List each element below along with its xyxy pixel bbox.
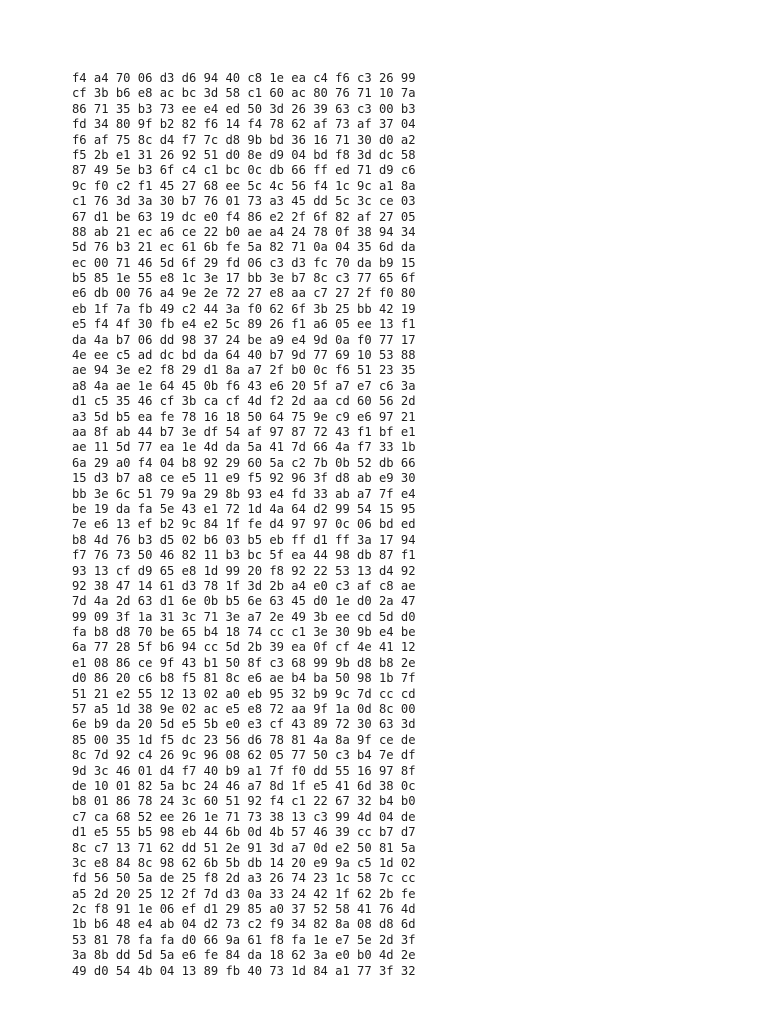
hex-line: 88 ab 21 ec a6 ce 22 b0 ae a4 24 78 0f 38 94 34 bbox=[72, 224, 416, 239]
hex-line: 93 13 cf d9 65 e8 1d 99 20 f8 92 22 53 13 d4 92 bbox=[72, 563, 416, 578]
hex-line: f7 76 73 50 46 82 11 b3 bc 5f ea 44 98 db 87 f1 bbox=[72, 548, 416, 563]
hex-line: cf 3b b6 e8 ac bc 3d 58 c1 60 ac 80 76 71 10 7a bbox=[72, 86, 416, 101]
hex-line: 67 d1 be 63 19 dc e0 f4 86 e2 2f 6f 82 af 27 05 bbox=[72, 209, 416, 224]
hex-line: de 10 01 82 5a bc 24 46 a7 8d 1f e5 41 6d 38 0c bbox=[72, 778, 416, 793]
hex-line: a5 2d 20 25 12 2f 7d d3 0a 33 24 42 1f 62 2b fe bbox=[72, 886, 416, 901]
hex-line: 85 00 35 1d f5 dc 23 56 d6 78 81 4a 8a 9f ce de bbox=[72, 732, 416, 747]
hex-line: 53 81 78 fa fa d0 66 9a 61 f8 fa 1e e7 5e 2d 3f bbox=[72, 932, 416, 947]
hex-line: 9d 3c 46 01 d4 f7 40 b9 a1 7f f0 dd 55 16 97 8f bbox=[72, 763, 416, 778]
hex-line: fd 56 50 5a de 25 f8 2d a3 26 74 23 1c 58 7c cc bbox=[72, 871, 416, 886]
hex-line: a3 5d b5 ea fe 78 16 18 50 64 75 9e c9 e6 97 21 bbox=[72, 409, 416, 424]
hex-line: 8c 7d 92 c4 26 9c 96 08 62 05 77 50 c3 b4 7e df bbox=[72, 748, 416, 763]
hex-line: 9c f0 c2 f1 45 27 68 ee 5c 4c 56 f4 1c 9c a1 8a bbox=[72, 178, 416, 193]
hex-line: c1 76 3d 3a 30 b7 76 01 73 a3 45 dd 5c 3c ce 03 bbox=[72, 194, 416, 209]
hex-line: e6 db 00 76 a4 9e 2e 72 27 e8 aa c7 27 2f f0 80 bbox=[72, 286, 416, 301]
hex-line: ae 11 5d 77 ea 1e 4d da 5a 41 7d 66 4a f7 33 1b bbox=[72, 440, 416, 455]
hex-line: 6a 29 a0 f4 04 b8 92 29 60 5a c2 7b 0b 52 db 66 bbox=[72, 455, 416, 470]
hex-line: e1 08 86 ce 9f 43 b1 50 8f c3 68 99 9b d8 b8 2e bbox=[72, 655, 416, 670]
hex-line: 87 49 5e b3 6f c4 c1 bc 0c db 66 ff ed 71 d9 c6 bbox=[72, 163, 416, 178]
hex-line: f6 af 75 8c d4 f7 7c d8 9b bd 36 16 71 30 d0 a2 bbox=[72, 132, 416, 147]
hex-line: f5 2b e1 31 26 92 51 d0 8e d9 04 bd f8 3d dc 58 bbox=[72, 147, 416, 162]
hex-line: d1 e5 55 b5 98 eb 44 6b 0d 4b 57 46 39 cc b7 d7 bbox=[72, 825, 416, 840]
hex-line: 49 d0 54 4b 04 13 89 fb 40 73 1d 84 a1 77 3f 32 bbox=[72, 963, 416, 978]
hex-line: 92 38 47 14 61 d3 78 1f 3d 2b a4 e0 c3 af c8 ae bbox=[72, 578, 416, 593]
hex-line: b5 85 1e 55 e8 1c 3e 17 bb 3e b7 8c c3 77 65 6f bbox=[72, 271, 416, 286]
hex-line: 8c c7 13 71 62 dd 51 2e 91 3d a7 0d e2 50 81 5a bbox=[72, 840, 416, 855]
hex-line: 51 21 e2 55 12 13 02 a0 eb 95 32 b9 9c 7d cc cd bbox=[72, 686, 416, 701]
hex-line: 6a 77 28 5f b6 94 cc 5d 2b 39 ea 0f cf 4e 41 12 bbox=[72, 640, 416, 655]
hex-line: d1 c5 35 46 cf 3b ca cf 4d f2 2d aa cd 60 56 2d bbox=[72, 394, 416, 409]
hex-line: 7e e6 13 ef b2 9c 84 1f fe d4 97 97 0c 06 bd ed bbox=[72, 517, 416, 532]
hex-line: 4e ee c5 ad dc bd da 64 40 b7 9d 77 69 10 53 88 bbox=[72, 348, 416, 363]
hex-line: a8 4a ae 1e 64 45 0b f6 43 e6 20 5f a7 e7 c6 3a bbox=[72, 378, 416, 393]
hex-line: aa 8f ab 44 b7 3e df 54 af 97 87 72 43 f1 bf e1 bbox=[72, 424, 416, 439]
hex-line: 5d 76 b3 21 ec 61 6b fe 5a 82 71 0a 04 35 6d da bbox=[72, 240, 416, 255]
hex-line: 86 71 35 b3 73 ee e4 ed 50 3d 26 39 63 c3 00 b3 bbox=[72, 101, 416, 116]
hex-line: c7 ca 68 52 ee 26 1e 71 73 38 13 c3 99 4d 04 de bbox=[72, 809, 416, 824]
hex-line: bb 3e 6c 51 79 9a 29 8b 93 e4 fd 33 ab a7 7f e4 bbox=[72, 486, 416, 501]
hex-line: eb 1f 7a fb 49 c2 44 3a f0 62 6f 3b 25 bb 42 19 bbox=[72, 301, 416, 316]
hex-line: e5 f4 4f 30 fb e4 e2 5c 89 26 f1 a6 05 ee 13 f1 bbox=[72, 317, 416, 332]
hex-dump-page bbox=[72, 71, 416, 979]
hex-line: da 4a b7 06 dd 98 37 24 be a9 e4 9d 0a f0 77 17 bbox=[72, 332, 416, 347]
hex-line: 7d 4a 2d 63 d1 6e 0b b5 6e 63 45 d0 1e d0 2a 47 bbox=[72, 594, 416, 609]
hex-line: 3c e8 84 8c 98 62 6b 5b db 14 20 e9 9a c5 1d 02 bbox=[72, 855, 416, 870]
hex-line: 3a 8b dd 5d 5a e6 fe 84 da 18 62 3a e0 b0 4d 2e bbox=[72, 948, 416, 963]
hex-line: b8 01 86 78 24 3c 60 51 92 f4 c1 22 67 32 b4 b0 bbox=[72, 794, 416, 809]
hex-line: fa b8 d8 70 be 65 b4 18 74 cc c1 3e 30 9b e4 be bbox=[72, 625, 416, 640]
hex-line: ec 00 71 46 5d 6f 29 fd 06 c3 d3 fc 70 da b9 15 bbox=[72, 255, 416, 270]
hex-line: fd 34 80 9f b2 82 f6 14 f4 78 62 af 73 af 37 04 bbox=[72, 117, 416, 132]
hex-line: 6e b9 da 20 5d e5 5b e0 e3 cf 43 89 72 30 63 3d bbox=[72, 717, 416, 732]
hex-line: 15 d3 b7 a8 ce e5 11 e9 f5 92 96 3f d8 ab e9 30 bbox=[72, 471, 416, 486]
hex-line: f4 a4 70 06 d3 d6 94 40 c8 1e ea c4 f6 c3 26 99 bbox=[72, 71, 416, 85]
hex-line: d0 86 20 c6 b8 f5 81 8c e6 ae b4 ba 50 98 1b 7f bbox=[72, 671, 416, 686]
hex-line: 1b b6 48 e4 ab 04 d2 73 c2 f9 34 82 8a 08 d8 6d bbox=[72, 917, 416, 932]
hex-line: be 19 da fa 5e 43 e1 72 1d 4a 64 d2 99 54 15 95 bbox=[72, 501, 416, 516]
hex-line: 57 a5 1d 38 9e 02 ac e5 e8 72 aa 9f 1a 0d 8c 00 bbox=[72, 702, 416, 717]
hex-line: ae 94 3e e2 f8 29 d1 8a a7 2f b0 0c f6 51 23 35 bbox=[72, 363, 416, 378]
hex-line: 99 09 3f 1a 31 3c 71 3e a7 2e 49 3b ee cd 5d d0 bbox=[72, 609, 416, 624]
hex-line: 2c f8 91 1e 06 ef d1 29 85 a0 37 52 58 41 76 4d bbox=[72, 902, 416, 917]
hex-line: b8 4d 76 b3 d5 02 b6 03 b5 eb ff d1 ff 3a 17 94 bbox=[72, 532, 416, 547]
